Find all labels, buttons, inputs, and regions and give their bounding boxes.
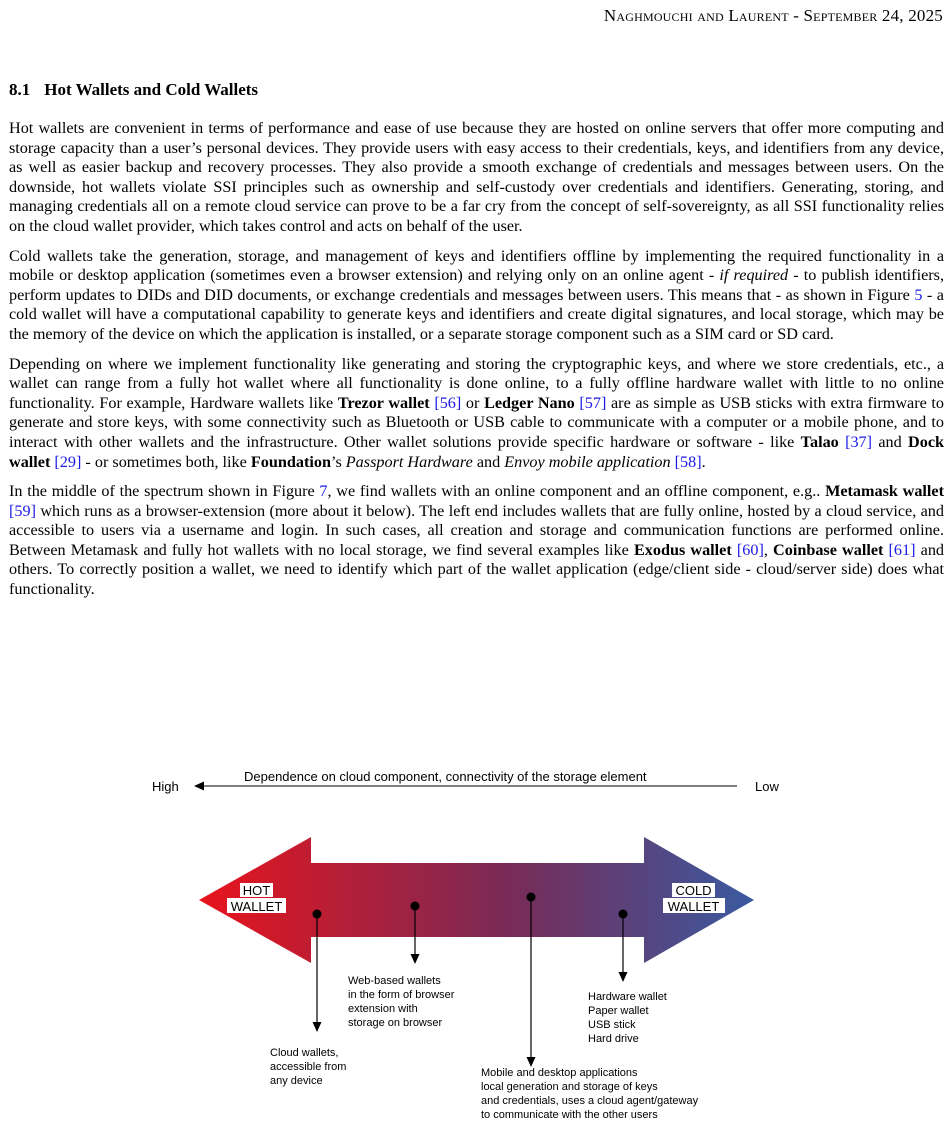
text-run: are as simple as USB sticks with extra firmware to generate and store keys, with some connectivity such as Bluetooth or USB cable to communicate with a computer or a mobile phone, and to interact with other wallets and the infrastructure. Other wallet solutions provide specific hardware or software - like bbox=[9, 393, 945, 451]
text-run: - a cold wallet will have a computational capability to generate keys and identifiers and create digital signatures, and local storage, which may be the memory of the device on which the application is installed, or a separate storage component such as a SIM card or SD card. bbox=[9, 285, 944, 343]
citation-link[interactable]: [58] bbox=[674, 452, 702, 471]
text-run: and others. To correctly position a wallet, we need to identify which part of the wallet application (edge/client side - cloud/server side) does what functionality. bbox=[9, 540, 945, 599]
running-header bbox=[604, 6, 943, 26]
text-run: - to publish identifiers, perform updates to DIDs and DID documents, or exchange credentials and messages between users. This means that - as shown in Figure bbox=[9, 266, 944, 304]
figure-ref-link[interactable]: 7 bbox=[319, 482, 328, 501]
emphasis: Envoy mobile application bbox=[504, 452, 671, 471]
paragraph-1: Hot wallets are convenient in terms of performance and ease of use because they are hosted on online servers that offer more computing and storage capacity than a user’s personal devices. They provide users with easy access to their credentials, keys, and identifiers from any device, as well as easier backup and recovery processes. They also provide a smooth exchange of credentials and messages between users. On the downside, hot wallets violate SSI principles such as ownership and self-custody over credentials and identifiers. Generating, storing, and managing credentials all on a remote cloud service can prove to be a far cry from the concept of self-sovereignty, as all SSI functionality relies on the cloud wallet provider, which takes control and acts on behalf of the user. bbox=[9, 119, 944, 235]
mobile-desktop-callout: Mobile and desktop applications local generation and storage of keys and credentials, uses a cloud agent/gateway to communicate with the other users bbox=[481, 1067, 699, 1121]
product-name: Foundation bbox=[250, 452, 331, 471]
text-run: , we find wallets with an online component and an offline component, e.g.. bbox=[327, 482, 826, 501]
text-run: ’s bbox=[330, 452, 346, 471]
text-run: and bbox=[872, 432, 909, 451]
section-title: Hot Wallets and Cold Wallets bbox=[44, 80, 259, 99]
paragraph-4 bbox=[9, 482, 944, 600]
citation-link[interactable]: [61] bbox=[888, 540, 916, 559]
hardware-wallets-arrowhead bbox=[619, 972, 628, 982]
citation-link[interactable]: [37] bbox=[845, 432, 873, 451]
body-text bbox=[9, 119, 944, 610]
product-name: Talao bbox=[800, 432, 839, 451]
emphasis: if required bbox=[719, 266, 789, 285]
text-run: In the middle of the spectrum shown in Figure bbox=[9, 482, 320, 501]
section-heading bbox=[9, 80, 258, 100]
product-name: Ledger Nano bbox=[484, 393, 575, 412]
low-label: Low bbox=[755, 779, 779, 794]
axis-title: Dependence on cloud component, connectivity of the storage element bbox=[244, 769, 647, 784]
paragraph-2 bbox=[9, 247, 944, 345]
cloud-wallets-arrowhead bbox=[313, 1022, 322, 1032]
high-label: High bbox=[152, 779, 179, 794]
paragraph-3 bbox=[9, 355, 944, 473]
product-name: Coinbase wallet bbox=[773, 540, 884, 559]
web-wallets-callout: Web-based wallets in the form of browser extension with storage on browser bbox=[348, 975, 455, 1029]
running-head-text: Naghmouchi and Laurent - September 24, 2025 bbox=[603, 6, 943, 25]
product-name: Dock wallet bbox=[9, 432, 945, 471]
citation-link[interactable]: [59] bbox=[9, 501, 36, 520]
wallet-spectrum-diagram bbox=[0, 760, 950, 1128]
cloud-wallets-callout: Cloud wallets, accessible from any device bbox=[270, 1047, 347, 1087]
dependence-axis-arrowhead bbox=[194, 782, 204, 791]
text-run: Cold wallets take the generation, storage, and management of keys and identifiers offline by implementing the required functionality in a mobile or desktop application (sometimes even a browser extension) and relying only on an online agent - bbox=[9, 246, 944, 285]
wallet-spectrum-figure bbox=[0, 760, 950, 1128]
emphasis: Passport Hardware bbox=[345, 452, 473, 471]
product-name: Exodus wallet bbox=[633, 540, 732, 559]
cold-label-line2: WALLET bbox=[667, 899, 720, 914]
citation-link[interactable]: [60] bbox=[736, 540, 764, 559]
text-run: . bbox=[701, 452, 706, 471]
hardware-wallets-callout: Hardware wallet Paper wallet USB stick Hard drive bbox=[588, 991, 667, 1045]
web-wallets-arrowhead bbox=[411, 954, 420, 964]
text-run: , bbox=[763, 540, 774, 559]
product-name: Trezor wallet bbox=[337, 393, 430, 412]
product-name: Metamask wallet bbox=[825, 482, 944, 501]
section-number: 8.1 bbox=[9, 80, 31, 99]
hot-label-line2: WALLET bbox=[230, 899, 283, 914]
text-run: and bbox=[472, 452, 505, 471]
mobile-desktop-arrowhead bbox=[527, 1057, 536, 1067]
citation-link[interactable]: [57] bbox=[579, 393, 607, 412]
citation-link[interactable]: [56] bbox=[434, 393, 462, 412]
cold-label-line1: COLD bbox=[675, 883, 712, 898]
citation-link[interactable]: [29] bbox=[54, 452, 82, 471]
figure-ref-link[interactable]: 5 bbox=[914, 285, 923, 304]
text-run: or bbox=[461, 393, 480, 412]
text-run: Depending on where we implement functionality like generating and storing the cryptographic keys, and where we store credentials, etc., a wallet can range from a fully hot wallet where all functionality is done online, to a fully offline hardware wallet with little to no online functionality. For example, Hardware wallets like bbox=[9, 354, 944, 412]
text-run: - or sometimes both, like bbox=[81, 452, 251, 471]
hot-label-line1: HOT bbox=[242, 883, 271, 898]
text-run: which runs as a browser-extension (more about it below). The left end includes wallets that are fully online, hosted by a cloud service, and accessible to users via a username and login. In such cases, all creation and storage and communication functions are performed online. Between Metamask and fully hot wallets with no local storage, we find several examples like bbox=[9, 501, 944, 559]
